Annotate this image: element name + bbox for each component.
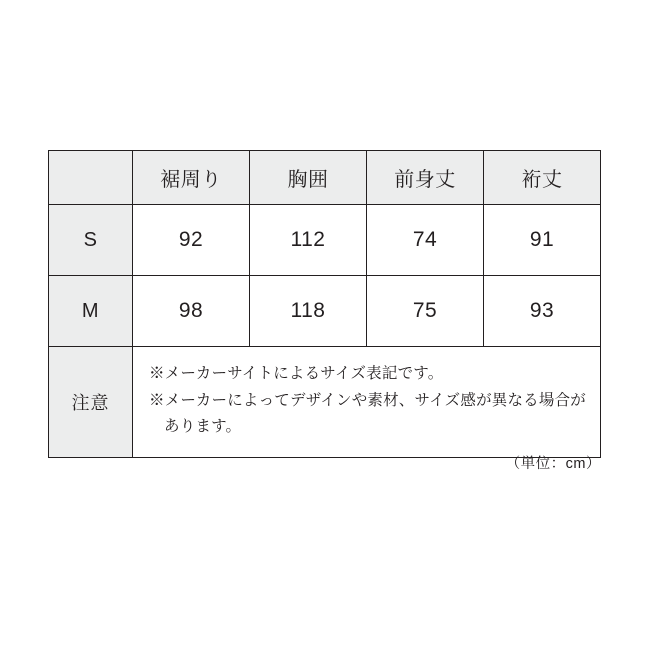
size-table (48, 150, 601, 458)
column-header-front-length: 前身丈 (367, 151, 484, 205)
table-row (49, 205, 601, 276)
cell-s-front-length: 74 (367, 205, 484, 276)
table-corner-cell (49, 151, 133, 205)
cell-s-chest: 112 (250, 205, 367, 276)
note-line-1: ※メーカーサイトによるサイズ表記です。 (149, 365, 444, 382)
cell-m-sleeve-length: 93 (484, 276, 601, 347)
table-header-row (49, 151, 601, 205)
unit-note: （単位：cm） (505, 456, 601, 472)
column-header-hem: 裾周り (133, 151, 250, 205)
note-line-2: ※メーカーによってデザインや素材、サイズ感が異なる場合が (149, 391, 586, 409)
cell-m-chest: 118 (250, 276, 367, 347)
cell-s-sleeve-length: 91 (484, 205, 601, 276)
column-header-sleeve-length: 裄丈 (484, 151, 601, 205)
column-header-chest: 胸囲 (250, 151, 367, 205)
cell-m-hem: 98 (133, 276, 250, 347)
row-label-note: 注意 (49, 347, 133, 458)
row-label-m: M (49, 276, 133, 347)
size-table-container (48, 150, 601, 458)
cell-m-front-length: 75 (367, 276, 484, 347)
row-label-s: S (49, 205, 133, 276)
table-note-row (49, 347, 601, 458)
cell-s-hem: 92 (133, 205, 250, 276)
table-row (49, 276, 601, 347)
note-text (133, 347, 601, 458)
note-line-3: あります。 (164, 418, 242, 436)
